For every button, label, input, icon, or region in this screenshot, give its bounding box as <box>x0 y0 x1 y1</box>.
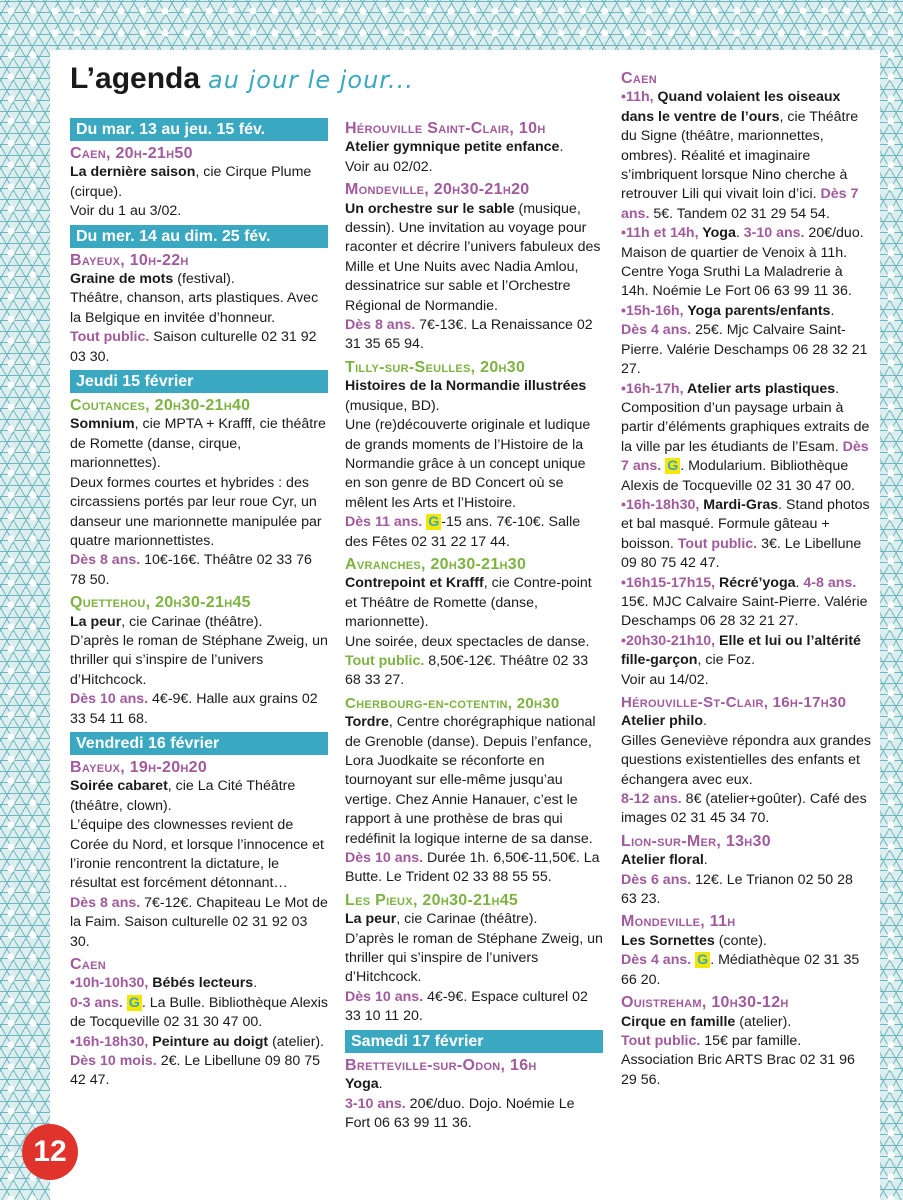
date-bar: Jeudi 15 février <box>70 370 328 393</box>
event-time: •11h et 14h, <box>621 225 699 242</box>
event-location: Bayeux, 10h-22h <box>70 251 189 269</box>
event-age: Dès 7 ans. <box>621 438 869 475</box>
event-title: Somnium <box>70 416 135 433</box>
event-title: Atelier arts plastiques <box>683 380 836 397</box>
event-age: 3-10 ans. <box>345 1095 406 1112</box>
free-marker: G <box>667 458 679 475</box>
event-location: Bayeux, 19h-20h20 <box>70 758 208 776</box>
event-title: Un orchestre sur le sable <box>345 200 515 217</box>
event-age: Dès 4 ans. <box>621 952 692 969</box>
event-location: Tilly-sur-Seulles, 20h30 <box>345 358 526 376</box>
event-age: Tout public. <box>677 535 758 552</box>
event-age: Dès 10 ans. <box>70 691 149 708</box>
event-time: •16h15-17h15, <box>621 574 716 591</box>
date-bar: Samedi 17 février <box>345 1030 603 1053</box>
event: Hérouville-St-Clair, 16h-17h30 Atelier philo. Gilles Geneviève répondra aux grandes questions existentielles des enfants et échangera avec eux. 8-12 ans. 8€ (atelier+goûter). Café des images 02 31 45 34 70. <box>621 694 872 827</box>
event-more: Une soirée, deux spectacles de danse. <box>345 633 590 650</box>
event-age: Dès 10 ans. <box>345 988 424 1005</box>
event-title: La peur <box>345 911 397 928</box>
event-title: La dernière saison <box>70 164 196 181</box>
event-more: D’après le roman de Stéphane Zweig, un thriller qui s’inspire de l’univers d’Hitchcock. <box>70 632 328 688</box>
event-location: Bretteville-sur-Odon, 16h <box>345 1056 537 1074</box>
event-time: •15h-16h, <box>621 302 684 319</box>
event-title: Yoga <box>698 225 736 242</box>
event-age: Tout public. <box>70 329 150 346</box>
event-more: Voir au 02/02. <box>345 158 433 175</box>
event-title: Yoga <box>345 1076 379 1093</box>
event-location: Avranches, 20h30-21h30 <box>345 555 527 573</box>
event: Les Pieux, 20h30-21h45 La peur, cie Carinae (théâtre). D’après le roman de Stéphane Zweig, un thriller qui s’inspire de l’univers d’Hitchcock. Dès 10 ans. 4€-9€. Espace culturel 02 33 10 11 20. <box>345 891 603 1025</box>
event-age: Tout public. <box>621 1032 701 1049</box>
event-title: La peur <box>70 613 122 630</box>
event-time: •20h30-21h10, <box>621 632 716 649</box>
event-title: Mardi-Gras <box>699 496 779 513</box>
event-title: Elle et lui ou l’altérité fille-garçon <box>621 632 861 669</box>
event-age: Dès 8 ans. <box>70 894 141 911</box>
event-location: Hérouville-St-Clair, 16h-17h30 <box>621 694 847 711</box>
event-more: Voir au 14/02. <box>621 671 709 688</box>
event: Hérouville Saint-Clair, 10h Atelier gymnique petite enfance. Voir au 02/02. <box>345 119 603 177</box>
event-title: Peinture au doigt <box>148 1033 269 1050</box>
event-title: Atelier floral <box>621 852 704 869</box>
event-age: 4-8 ans. <box>803 574 857 591</box>
event-time: •16h-18h30, <box>621 496 700 513</box>
event-title: Contrepoint et Krafff <box>345 575 484 592</box>
event-age: 3-10 ans. <box>743 225 805 242</box>
free-marker: G <box>128 994 140 1011</box>
event-location: Lion-sur-Mer, 13h30 <box>621 832 771 850</box>
event: Bayeux, 10h-22h Graine de mots (festival). Théâtre, chanson, arts plastiques. Avec la Belgique en invitée d’honneur. Tout public. Saison culturelle 02 31 92 03 30. <box>70 251 328 367</box>
free-marker: G <box>428 514 440 531</box>
event-age: Dès 8 ans. <box>345 317 416 334</box>
event-age: Dès 11 ans. <box>345 514 423 531</box>
event-age: Dès 10 ans. <box>345 850 424 867</box>
event-title: Cirque en famille <box>621 1013 736 1030</box>
date-bar: Du mer. 14 au dim. 25 fév. <box>70 225 328 248</box>
event-title: Yoga parents/enfants <box>683 302 831 319</box>
event-more: Gilles Geneviève répondra aux grandes questions existentielles des enfants et échangera avec eux. <box>621 732 872 788</box>
page-number-badge: 12 <box>22 1124 78 1180</box>
event-more: Voir du 1 au 3/02. <box>70 203 182 220</box>
event-location: Caen, 20h-21h50 <box>70 145 193 162</box>
event-location: Les Pieux, 20h30-21h45 <box>345 891 519 909</box>
event: Mondeville, 20h30-21h20 Un orchestre sur le sable (musique, dessin). Une invitation au voyage pour raconter et décrire l’univers fabuleux des Mille et Une Nuits avec Nadia Amlou, dessinatrice sur sable et l’Orchestre Régional de Normandie. Dès 8 ans. 7€-13€. La Renaissance 02 31 35 65 94. <box>345 180 603 355</box>
event-title: Tordre <box>345 714 389 731</box>
page-title <box>70 62 414 96</box>
event-more: L’équipe des clownesses revient de Corée du Nord, et lorsque l’innocence et l’ironie rencontrent la dictature, le résultat est forcément détonnant… <box>70 817 324 892</box>
event: Caen •11h, Quand volaient les oiseaux dans le ventre de l’ours, cie Théâtre du Signe (théâtre, marionnettes, ombres). Réalité et imaginaire s’imbriquent lorsque Nino cherche à retrouver Lili qui vivait loin d’ici. Dès 7 ans. 5€. Tandem 02 31 29 54 54. •11h et 14h, Yoga. 3-10 ans. 20€/duo. Maison de quartier de Venoix à 11h. Centre Yoga Sruthi La Maladrerie à 14h. Noémie Le Fort 06 63 99 11 36. •15h-16h, Yoga parents/enfants. Dès 4 ans. 25€. Mjc Calvaire Saint-Pierre. Valérie Deschamps 06 28 32 21 27. •16h-17h, Atelier arts plastiques. Composition d’un paysage urbain à partir d’éléments graphiques extraits de la ville par les étudiants de l’Esam. Dès 7 ans. G . Modularium. Bibliothèque Alexis de Tocqueville 02 31 30 47 00. •16h-18h30, Mardi-Gras. Stand photos et bal masqué. Formule gâteau + boisson. Tout public. 3€. Le Libellune 09 80 75 42 47. •16h15-17h15, Récré’yoga. 4-8 ans. 15€. MJC Calvaire Saint-Pierre. Valérie Deschamps 06 28 32 21 27. •20h30-21h10, Elle et lui ou l’altérité fille-garçon, cie Foz. Voir au 14/02. <box>621 69 871 690</box>
event-time: •10h-10h30, <box>70 975 149 992</box>
event-location: Ouistreham, 10h30-12h <box>621 994 789 1012</box>
column-1 <box>70 116 328 1094</box>
event-age: Dès 4 ans. <box>621 322 692 339</box>
event: Mondeville, 11h Les Sornettes (conte). Dès 4 ans. G . Médiathèque 02 31 35 66 20. <box>621 912 871 990</box>
event-more: Deux formes courtes et hybrides : des circassiens portés par leur roue Cyr, un danseur une marionnette manipulée par quatre marionnettistes. <box>70 474 322 549</box>
event-title: Graine de mots <box>70 271 174 288</box>
event-body: La dernière saison, cie Cirque Plume (cirque). <box>70 164 312 200</box>
event-age: Dès 10 mois. <box>70 1053 157 1070</box>
title-script: au jour le jour... <box>208 66 414 94</box>
free-marker: G <box>697 952 709 969</box>
column-3 <box>621 66 871 1093</box>
event-title: Histoires de la Normandie illustrées <box>345 378 587 395</box>
event-location: Mondeville, 11h <box>621 913 736 931</box>
event <box>70 144 328 222</box>
column-2 <box>345 116 603 1136</box>
date-bar: Du mar. 13 au jeu. 15 fév. <box>70 118 328 141</box>
event-location: Hérouville Saint-Clair, 10h <box>345 120 546 137</box>
event-title: Bébés lecteurs <box>148 975 254 992</box>
event: Bayeux, 19h-20h20 Soirée cabaret, cie La Cité Théâtre (théâtre, clown). L’équipe des clownesses revient de Corée du Nord, et lorsque l’innocence et l’ironie rencontrent la dictature, le résultat est forcément détonnant… Dès 8 ans. 7€-12€. Chapiteau Le Mot de la Faim. Saison culturelle 02 31 92 03 30. <box>70 758 328 950</box>
event-location: Caen <box>70 956 106 974</box>
title-bold: L’agenda <box>70 62 201 95</box>
event-location: Mondeville, 20h30-21h20 <box>345 181 530 199</box>
event-time: •16h-18h30, <box>70 1033 149 1050</box>
event-more: Théâtre, chanson, arts plastiques. Avec la Belgique en invitée d’honneur. <box>70 290 319 326</box>
event-location: Caen <box>621 70 657 87</box>
event-age: Tout public. <box>345 652 425 669</box>
event: Ouistreham, 10h30-12h Cirque en famille (atelier). Tout public. 15€ par famille. Association Bric ARTS Brac 02 31 96 29 56. <box>621 993 871 1090</box>
event-more: Une (re)découverte originale et ludique de grands moments de l’Histoire de la Normandie grâce à un concept unique en son genre de BD Concert où se mêlent les Arts et l’Histoire. <box>345 417 591 511</box>
event-age: Dès 8 ans. <box>70 552 141 569</box>
event-location: Cherbourg-en-cotentin, 20h30 <box>345 694 560 712</box>
event: Tilly-sur-Seulles, 20h30 Histoires de la Normandie illustrées (musique, BD). Une (re)découverte originale et ludique de grands moments de l’Histoire de la Normandie grâce à un concept unique en son genre de BD Concert où se mêlent les Arts et l’Histoire. Dès 11 ans. G -15 ans. 7€-10€. Salle des Fêtes 02 31 22 17 44. <box>345 358 603 552</box>
event: Bretteville-sur-Odon, 16h Yoga. 3-10 ans. 20€/duo. Dojo. Noémie Le Fort 06 63 99 11 36. <box>345 1056 603 1134</box>
event: Lion-sur-Mer, 13h30 Atelier floral. Dès 6 ans. 12€. Le Trianon 02 50 28 63 23. <box>621 832 871 910</box>
event-more: D’après le roman de Stéphane Zweig, un thriller qui s’inspire de l’univers d’Hitchcock. <box>345 930 603 986</box>
event-title: Soirée cabaret <box>70 778 168 795</box>
date-bar: Vendredi 16 février <box>70 732 328 755</box>
event-time: •11h, <box>621 89 654 106</box>
event: Cherbourg-en-cotentin, 20h30 Tordre, Centre chorégraphique national de Grenoble (danse). Depuis l’enfance, Lora Juodkaite se réconforte en tournoyant sur elle-même jusqu’au vertige. Chez Annie Hanauer, c’est le rapport à une prothèse de bras qui redéfinit la logique interne de sa danse. Dès 10 ans. Durée 1h. 6,50€-11,50€. La Butte. Le Trident 02 33 88 55 55. <box>345 694 603 888</box>
event: Caen •10h-10h30, Bébés lecteurs. 0-3 ans. G . La Bulle. Bibliothèque Alexis de Tocqueville 02 31 30 47 00. •16h-18h30, Peinture au doigt (atelier). Dès 10 mois. 2€. Le Libellune 09 80 75 42 47. <box>70 956 328 1089</box>
event-time: •16h-17h, <box>621 380 684 397</box>
event-age: 8-12 ans. <box>621 791 682 808</box>
event-title: Récré’yoga <box>715 574 796 591</box>
event-title: Atelier philo <box>621 713 703 730</box>
event-title: Les Sornettes <box>621 932 715 949</box>
event-title: Atelier gymnique petite enfance <box>345 139 560 156</box>
event-title: Quand volaient les oiseaux dans le ventre de l’ours <box>621 89 841 125</box>
event-location: Coutances, 20h30-21h40 <box>70 397 251 415</box>
event-age: 0-3 ans. <box>70 994 123 1011</box>
event: Avranches, 20h30-21h30 Contrepoint et Krafff, cie Contre-point et Théâtre de Romette (danse, marionnette). Une soirée, deux spectacles de danse. Tout public. 8,50€-12€. Théâtre 02 33 68 33 27. <box>345 555 603 691</box>
event: Quettehou, 20h30-21h45 La peur, cie Carinae (théâtre). D’après le roman de Stéphane Zweig, un thriller qui s’inspire de l’univers d’Hitchcock. Dès 10 ans. 4€-9€. Halle aux grains 02 33 54 11 68. <box>70 594 328 727</box>
event-age: Dès 7 ans. <box>621 186 859 222</box>
event: Coutances, 20h30-21h40 Somnium, cie MPTA + Krafff, cie théâtre de Romette (danse, cirque, marionnettes). Deux formes courtes et hybrides : des circassiens portés par leur roue Cyr, un danseur une marionnette manipulée par quatre marionnettistes. Dès 8 ans. 10€-16€. Théâtre 02 33 76 78 50. <box>70 396 328 590</box>
event-age: Dès 6 ans. <box>621 871 692 888</box>
event-location: Quettehou, 20h30-21h45 <box>70 594 251 612</box>
